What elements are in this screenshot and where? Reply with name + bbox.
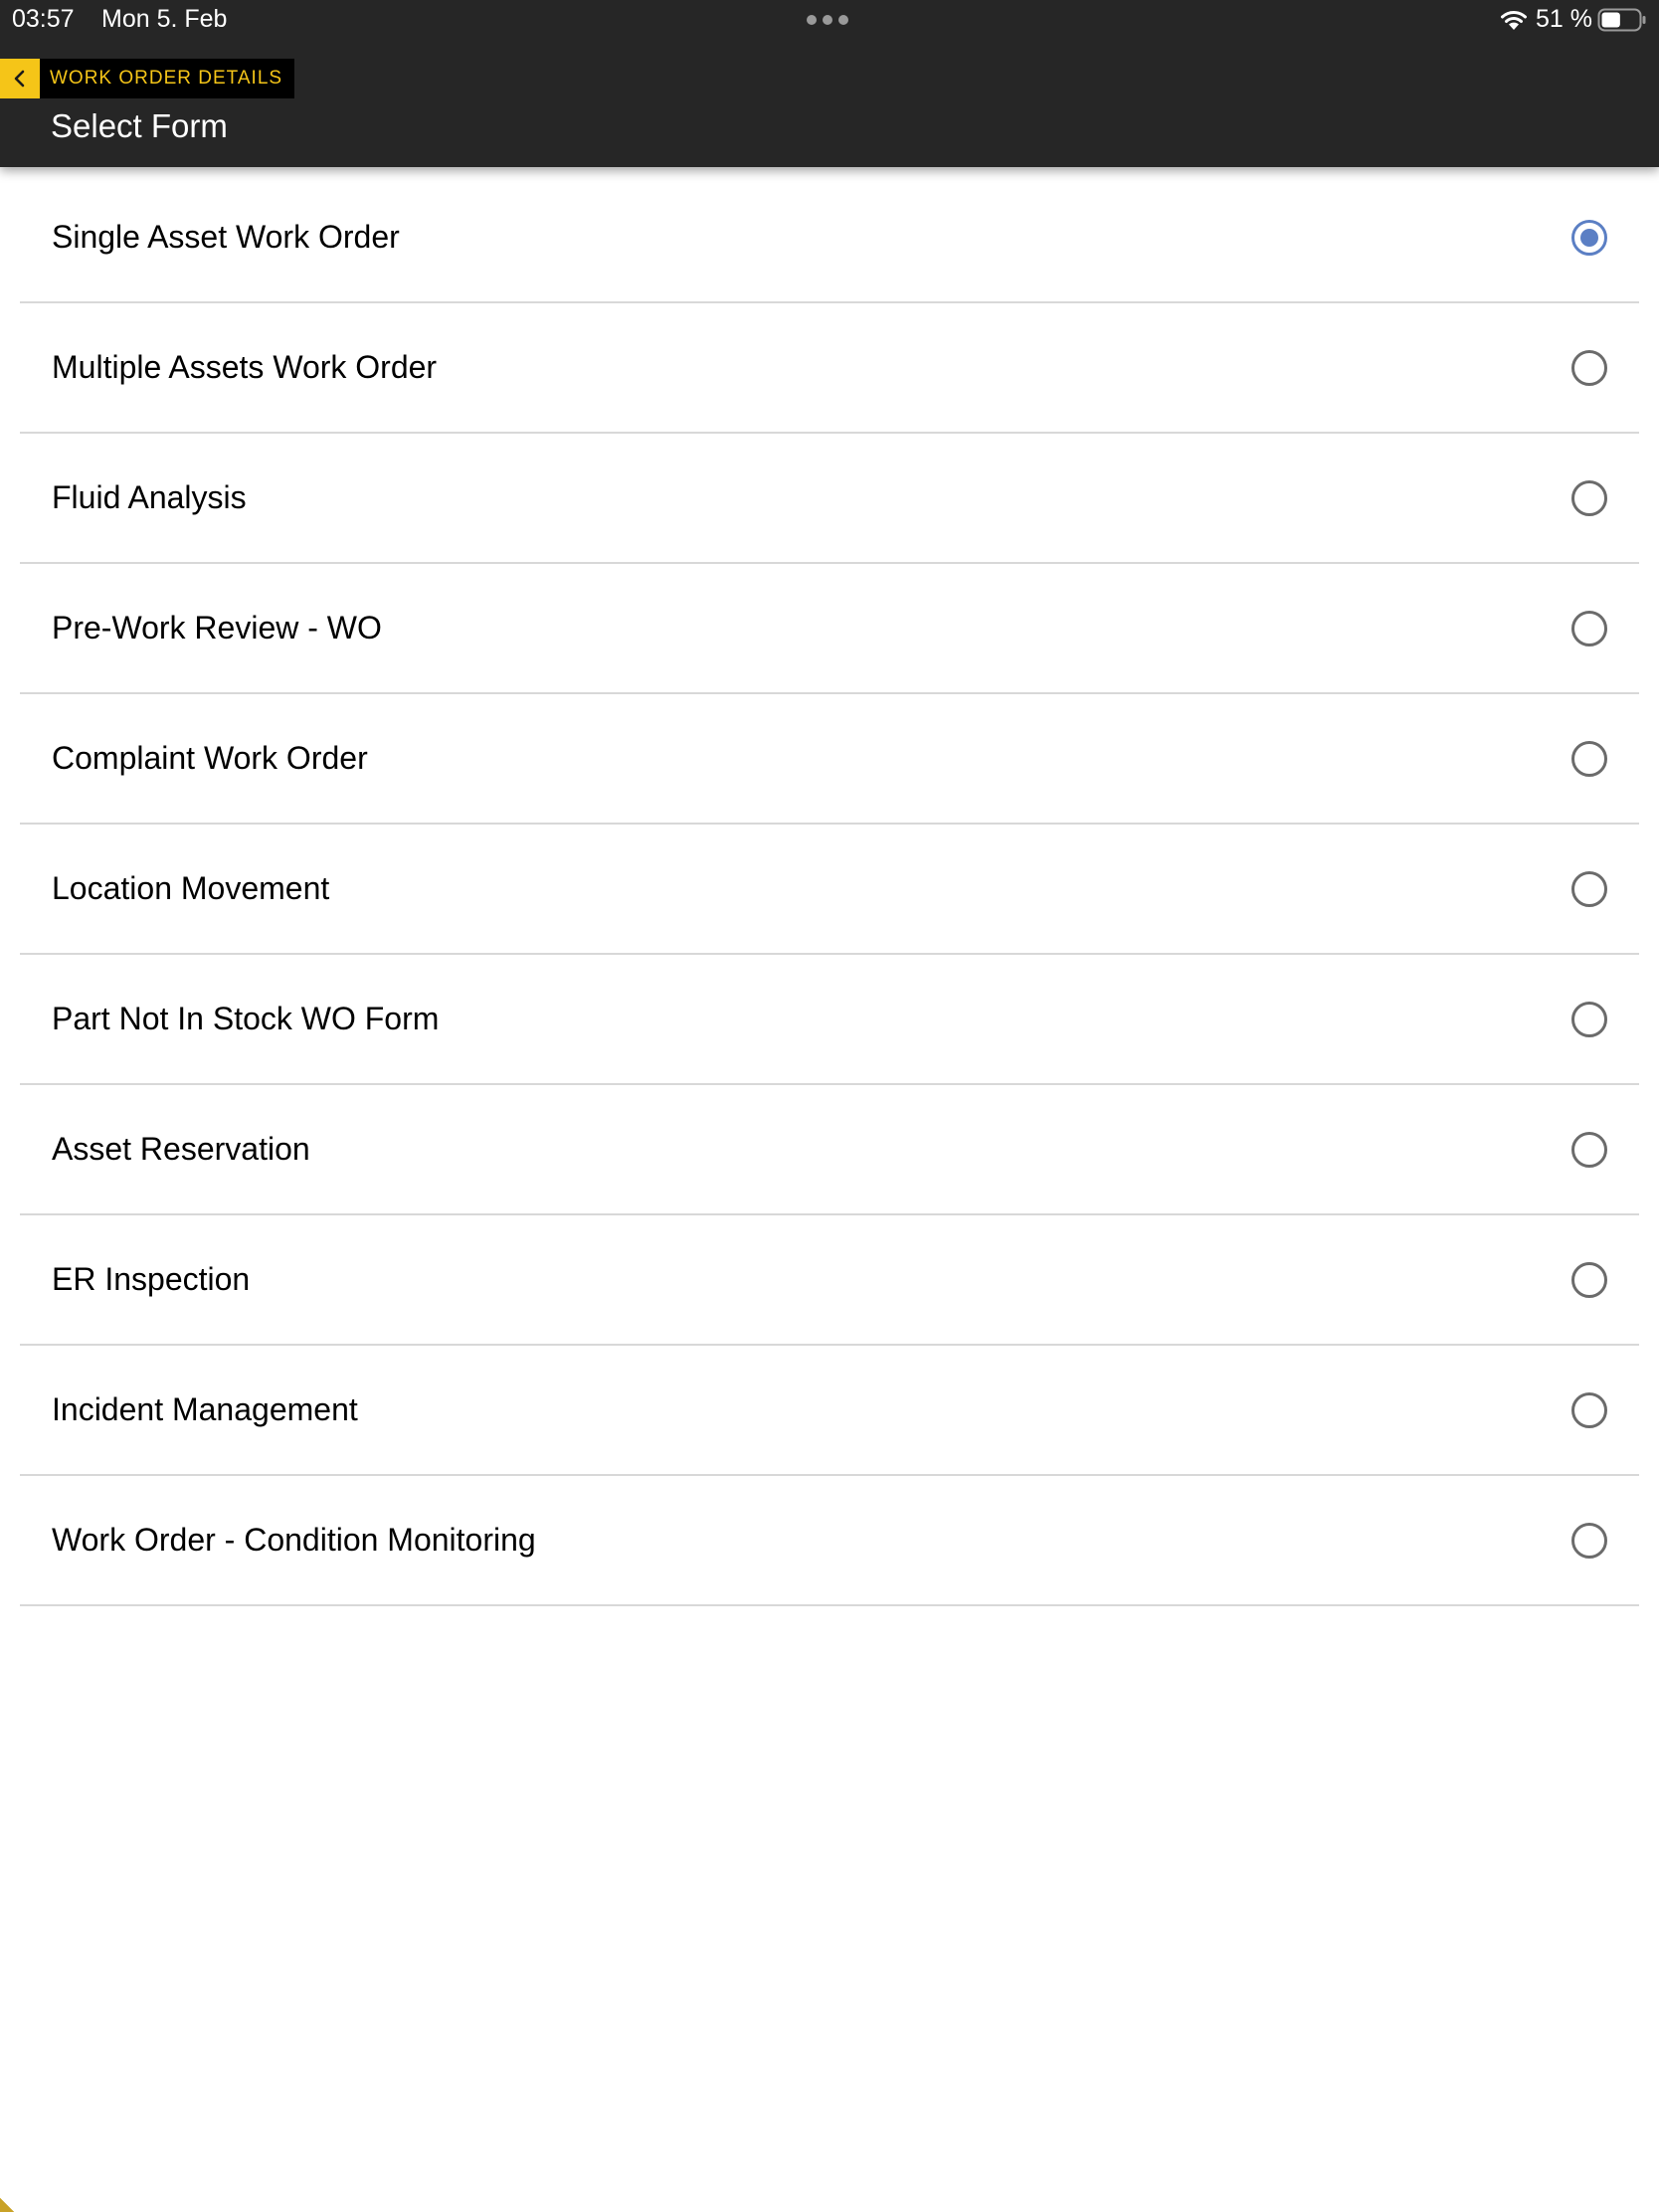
back-button[interactable] (0, 59, 294, 98)
form-option[interactable] (20, 825, 1639, 955)
multitasking-dots-icon[interactable] (807, 15, 848, 25)
form-option[interactable] (20, 303, 1639, 434)
radio-unselected-icon[interactable] (1571, 350, 1607, 386)
radio-unselected-icon[interactable] (1571, 1523, 1607, 1559)
form-option-label: Fluid Analysis (52, 479, 247, 515)
form-option[interactable] (20, 173, 1639, 303)
battery-percentage: 51 % (1536, 5, 1592, 33)
form-option-label: Pre-Work Review - WO (52, 610, 382, 645)
form-option-label: Single Asset Work Order (52, 219, 400, 255)
status-bar (0, 0, 1659, 40)
battery-icon (1597, 8, 1647, 32)
radio-unselected-icon[interactable] (1571, 1002, 1607, 1037)
form-option[interactable] (20, 1215, 1639, 1346)
form-list (20, 173, 1639, 1606)
chevron-left-icon (0, 59, 40, 98)
form-option-label: ER Inspection (52, 1261, 251, 1297)
form-option-label: Multiple Assets Work Order (52, 349, 438, 385)
back-button-label: WORK ORDER DETAILS (50, 68, 283, 89)
radio-unselected-icon[interactable] (1571, 1392, 1607, 1428)
radio-selected-icon[interactable] (1571, 220, 1607, 256)
radio-unselected-icon[interactable] (1571, 611, 1607, 646)
form-option[interactable] (20, 955, 1639, 1085)
form-option-label: Part Not In Stock WO Form (52, 1001, 440, 1036)
screen-corner-decoration (0, 2192, 20, 2212)
radio-unselected-icon[interactable] (1571, 1262, 1607, 1298)
form-option-label: Asset Reservation (52, 1131, 310, 1167)
radio-unselected-icon[interactable] (1571, 871, 1607, 907)
app-header (0, 0, 1659, 167)
wifi-icon (1498, 8, 1530, 32)
form-option-label: Incident Management (52, 1391, 358, 1427)
form-option-label: Work Order - Condition Monitoring (52, 1522, 536, 1558)
form-option[interactable] (20, 564, 1639, 694)
form-option[interactable] (20, 1085, 1639, 1215)
page-title: Select Form (51, 107, 228, 144)
radio-unselected-icon[interactable] (1571, 1132, 1607, 1168)
status-time: 03:57 (12, 5, 75, 33)
form-option-label: Complaint Work Order (52, 740, 368, 776)
form-option-label: Location Movement (52, 870, 330, 906)
form-option[interactable] (20, 1346, 1639, 1476)
status-date: Mon 5. Feb (101, 5, 228, 33)
radio-unselected-icon[interactable] (1571, 741, 1607, 777)
form-option[interactable] (20, 1476, 1639, 1606)
radio-unselected-icon[interactable] (1571, 480, 1607, 516)
form-option[interactable] (20, 434, 1639, 564)
form-option[interactable] (20, 694, 1639, 825)
